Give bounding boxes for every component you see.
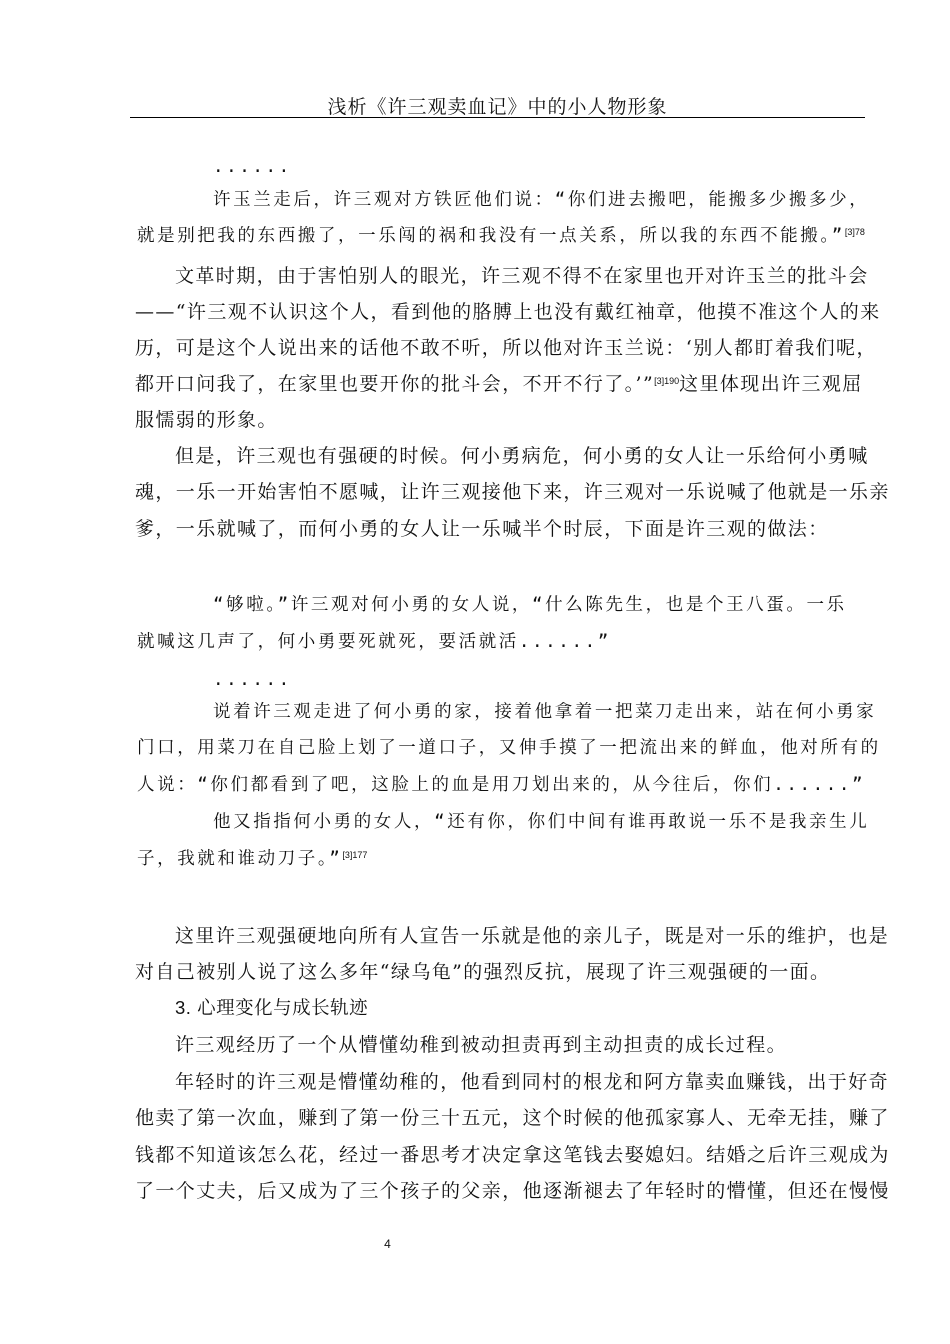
citation-ref: [3]177 bbox=[342, 850, 368, 860]
quote-line: 人说：“你们都看到了吧，这脸上的血是用刀划出来的，从今往后，你们......” bbox=[137, 775, 866, 795]
paragraph-line: 文革时期，由于害怕别人的眼光，许三观不得不在家里也开对许玉兰的批斗会 bbox=[175, 265, 869, 287]
page-header-title: 浅析《许三观卖血记》中的小人物形象 bbox=[327, 96, 668, 118]
page-number: 4 bbox=[384, 1237, 391, 1251]
quote-line: 就喊这几声了，何小勇要死就死，要活就活......” bbox=[137, 632, 611, 652]
citation-ref: [3]190 bbox=[654, 376, 680, 386]
paragraph-line: 这里许三观强硬地向所有人宣告一乐就是他的亲儿子，既是对一乐的维护，也是 bbox=[175, 925, 890, 947]
quote-line: 就是别把我的东西搬了，一乐闯的祸和我没有一点关系，所以我的东西不能搬。”$^{[3]78}$ bbox=[137, 226, 865, 246]
quote-line: 他又指指何小勇的女人，“还有你，你们中间有谁再敢说一乐不是我亲生儿 bbox=[213, 812, 870, 832]
paragraph-line: 了一个丈夫，后又成为了三个孩子的父亲，他逐渐褪去了年轻时的懵懂，但还在慢慢 bbox=[135, 1180, 890, 1202]
quote-line: 门口，用菜刀在自己脸上划了一道口子，又伸手摸了一把流出来的鲜血，他对所有的 bbox=[137, 738, 881, 758]
quote-line: 许玉兰走后，许三观对方铁匠他们说：“你们进去搬吧，能搬多少搬多少， bbox=[213, 190, 870, 210]
quote-line: “够啦。”许三观对何小勇的女人说，“什么陈先生，也是个王八蛋。一乐 bbox=[213, 595, 847, 615]
header-rule bbox=[130, 117, 865, 118]
paragraph-line: 但是，许三观也有强硬的时候。何小勇病危，何小勇的女人让一乐给何小勇喊 bbox=[175, 445, 869, 467]
paragraph-line: 爹，一乐就喊了，而何小勇的女人让一乐喊半个时辰，下面是许三观的做法： bbox=[135, 518, 829, 540]
paragraph-line: 魂，一乐一开始害怕不愿喊，让许三观接他下来，许三观对一乐说喊了他就是一乐亲 bbox=[135, 481, 890, 503]
paragraph-line: 他卖了第一次血，赚到了第一份三十五元，这个时候的他孤家寡人、无牵无挂，赚了 bbox=[135, 1107, 890, 1129]
citation-ref: [3]78 bbox=[844, 227, 865, 237]
section-heading: 3. 心理变化与成长轨迹 bbox=[175, 997, 369, 1018]
paragraph-line: 历，可是这个人说出来的话他不敢不听，所以他对许玉兰说：‘别人都盯着我们呢， bbox=[135, 337, 877, 359]
quote-ellipsis: ...... bbox=[213, 157, 292, 177]
paragraph-line: 都开口问我了，在家里也要开你的批斗会，不开不行了。’”$^{[3]190}$这里体现出许三观屈 bbox=[135, 373, 863, 395]
quote-line: 子，我就和谁动刀子。”$^{[3]177}$ bbox=[137, 849, 368, 869]
paragraph-line: 许三观经历了一个从懵懂幼稚到被动担责再到主动担责的成长过程。 bbox=[175, 1034, 788, 1056]
paragraph-line: 对自己被别人说了这么多年“绿乌龟”的强烈反抗，展现了许三观强硬的一面。 bbox=[135, 961, 831, 983]
quote-ellipsis: ...... bbox=[213, 670, 292, 690]
paragraph-line: 钱都不知道该怎么花，经过一番思考才决定拿这笔钱去娶媳妇。结婚之后许三观成为 bbox=[135, 1144, 890, 1166]
quote-line: 说着许三观走进了何小勇的家，接着他拿着一把菜刀走出来，站在何小勇家 bbox=[213, 702, 877, 722]
paragraph-line: 年轻时的许三观是懵懂幼稚的，他看到同村的根龙和阿方靠卖血赚钱，出于好奇 bbox=[175, 1071, 890, 1093]
paragraph-line: 服懦弱的形象。 bbox=[135, 409, 278, 431]
paragraph-line: ——“许三观不认识这个人，看到他的胳膊上也没有戴红袖章，他摸不准这个人的来 bbox=[135, 301, 881, 323]
